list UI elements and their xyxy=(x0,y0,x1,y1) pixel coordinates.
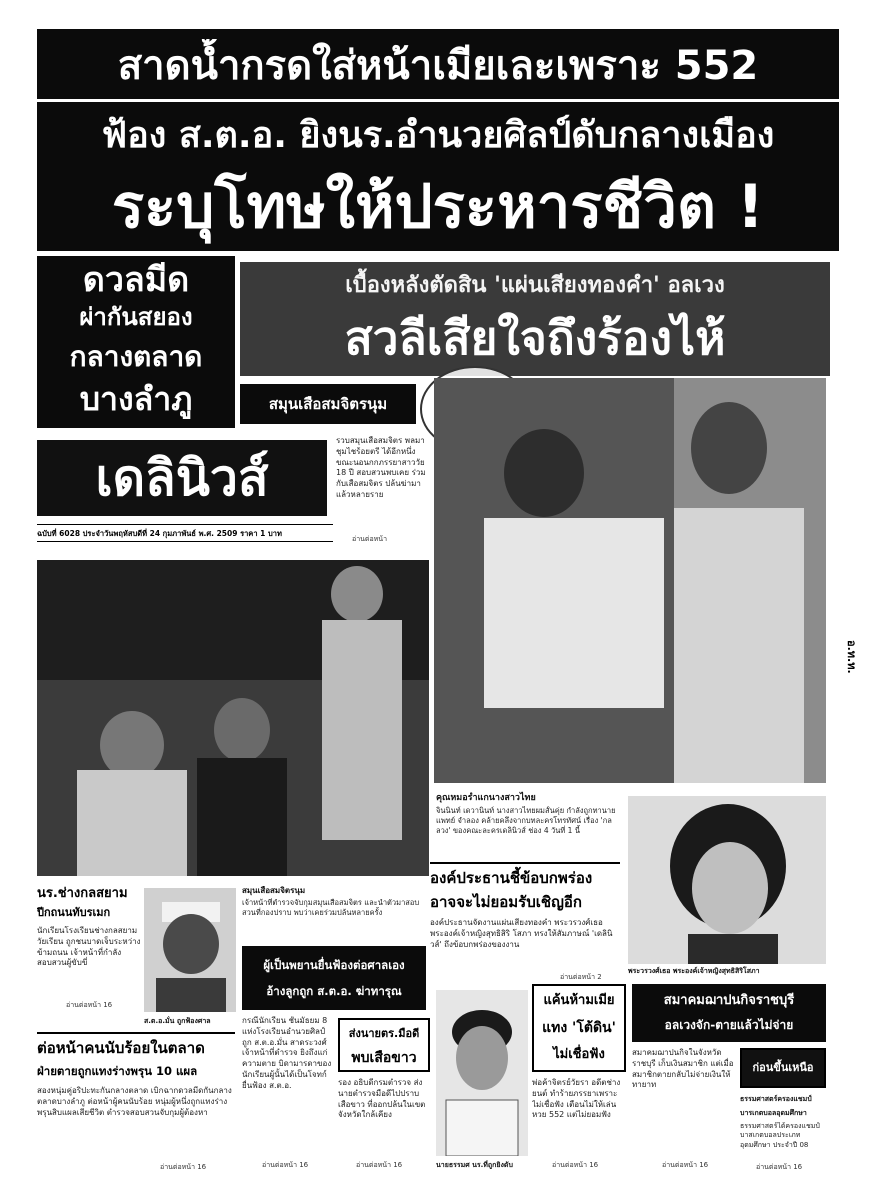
story-assoc-body: สมาคมฌาปนกิจในจังหวัดราชบุรี เก็บเงินสมาชิก แต่เมื่อสมาชิกตายกลับไม่จ่ายเงินให้ทายาท xyxy=(632,1048,734,1090)
banner-headline-2: ฟ้อง ส.ต.อ. ยิงนร.อำนวยศิลป์ดับกลางเมือง xyxy=(101,115,775,156)
photo-officer-image xyxy=(144,888,236,1012)
story-top-header xyxy=(240,262,830,376)
photo-princess-image xyxy=(628,796,826,964)
police-box xyxy=(338,1018,430,1072)
story-gang-title: สมุนเสือสมจิตรนุม xyxy=(242,886,306,895)
story-top-headline: สวลีเสียใจถึงร้องไห้ xyxy=(344,311,726,365)
story-royal-continued: อ่านต่อหน้า 2 xyxy=(560,973,602,981)
knife-fight-line-4: บางลำภู xyxy=(79,382,193,418)
banner-rule xyxy=(37,99,839,102)
story-police-body: รอง อธิบดีกรมตำรวจ ส่งนายตำรวจมือดีไปปราบเสือขาว ที่ออกปล้นในเขตจังหวัดใกล้เคียง xyxy=(338,1078,426,1120)
ad-box xyxy=(740,1048,826,1088)
story-top-continued: อ่านต่อหน้า xyxy=(352,535,387,543)
story-royal-body: องค์ประธานจัดงานแผ่นเสียงทองคำ พระวรวงศ์เธอ พระองค์เจ้าหญิงสุทธิสิริ โสภา ทรงให้สัมภาษณ์ 'เดลินิวส์' ถึงข้อบกพร่องของงาน xyxy=(430,918,613,949)
masthead-dateline: ฉบับที่ 6028 ประจำวันพฤหัสบดีที่ 24 กุมภาพันธ์ พ.ศ. 2509 ราคา 1 บาท xyxy=(37,524,333,542)
story-student-headline-2: ปีกถนนทับรเมก xyxy=(37,906,111,919)
photo-student-image xyxy=(436,990,528,1156)
banner-headline-3: ระบุโทษให้ประหารชีวิต ! xyxy=(111,172,765,242)
gang-tag xyxy=(240,384,416,424)
photo-student xyxy=(436,990,528,1156)
photo-arrest xyxy=(37,560,429,876)
caption-officer: ส.ต.อ.มั่น ถูกฟ้องศาล xyxy=(144,1017,211,1025)
witness-line-2: อ้างลูกถูก ส.ต.อ. ฆ่าทารุณ xyxy=(266,984,402,998)
ad-continued: อ่านต่อหน้า 16 xyxy=(756,1163,803,1171)
story-wife-continued: อ่านต่อหน้า 16 xyxy=(552,1161,599,1169)
story-wife-headline-1: แค้นห้ามเมีย xyxy=(543,993,615,1008)
banner-headline-1: สาดน้ำกรดใส่หน้าเมียเละเพราะ 552 xyxy=(117,43,759,89)
ad-item-1: ธรรมศาสตร์ครองแชมป์ xyxy=(740,1095,812,1103)
masthead xyxy=(37,440,327,516)
story-royal-headline-2: อาจจะไม่ยอมรับเชิญอีก xyxy=(430,893,582,911)
photo-princess xyxy=(628,796,826,964)
witness-box xyxy=(242,946,426,1010)
caption-right-body: จินนินท์ เดวานินท์ นางสาวไทยผมสั้นคุ่ย กำลังถูกทานายแพทย์ จำลอง คล้ายคลึงจากบทละครโทรทัศน์ เรื่อง 'กลลวง' ของคณะละครเดลินิวส์ ช่อง 4 วันที่ 1 นี้ xyxy=(436,806,616,836)
knife-fight-line-3: กลางตลาด xyxy=(69,342,203,373)
story-market-continued: อ่านต่อหน้า 16 xyxy=(160,1163,207,1171)
banner xyxy=(37,29,839,251)
police-line-1: ส่งนายตร.มือดี xyxy=(348,1027,420,1040)
story-market-headline-2: ฝ่ายตายถูกแทงร่างพรุน 10 แผล xyxy=(37,1064,198,1078)
side-credit: อ.ท.ท. xyxy=(845,640,858,674)
gang-tag-label: สมุนเสือสมจิตรนุม xyxy=(268,395,388,413)
story-student-body: นักเรียนโรงเรียนช่างกลสยามวัยเรียน ถูกชนบาดเจ็บระหว่างข้ามถนน เจ้าหน้าที่กำลังสอบสวนผู้ขับขี่ xyxy=(37,926,141,968)
knife-fight-box xyxy=(37,256,235,428)
story-wife-body: พ่อค้าจิตรย์วัยรา อดีตช่างยนต์ ทำร้ายภรรยาเพราะไม่เชื่อฟัง เตือนไม่ให้เล่นหวย 552 แต่ไม่ยอมฟัง xyxy=(532,1078,621,1120)
story-assoc-headline-2: อลเวงจัก-ตายแล้วไม่จ่าย xyxy=(664,1018,794,1032)
police-line-2: พบเสือขาว xyxy=(351,1050,417,1066)
story-top-kicker: เบื้องหลังตัดสิน 'แผ่นเสียงทองคำ' อลเวง xyxy=(345,273,725,298)
story-royal-headline-1: องค์ประธานชี้ข้อบกพร่อง xyxy=(430,869,593,887)
story-assoc-continued: อ่านต่อหน้า 16 xyxy=(662,1161,709,1169)
story-top-body: รวบสมุนเสือสมจิตร พลมา ชุมไชร้อยตรี ได้อีกหนึ่ง ขณะนอนกกภรรยาสาววัย 18 ปี สอบสวนพบเคย ร่วมกับเสือสมจิตร ปล้นฆ่ามาแล้วหลายราย xyxy=(336,436,426,499)
knife-fight-line-1: ดวลมีด xyxy=(82,262,190,300)
masthead-title: เดลินิวส์ xyxy=(95,449,269,507)
caption-right-title: คุณหมอรำแกนางสาวไทย xyxy=(436,793,536,803)
story-gang-body: เจ้าหน้าที่ตำรวจจับกุมสมุนเสือสมจิตร และนำตัวมาสอบสวนที่กองปราบ พบว่าเคยร่วมปล้นหลายครั้ง xyxy=(242,898,420,918)
story-court-continued: อ่านต่อหน้า 16 xyxy=(262,1161,309,1169)
story-student-headline-1: นร.ช่างกลสยาม xyxy=(37,886,128,901)
story-wife-headline-3: ไม่เชื่อฟัง xyxy=(553,1047,605,1062)
knife-fight-line-2: ผ่ากันสยอง xyxy=(79,304,193,331)
photo-actress xyxy=(434,378,826,783)
rule-royal xyxy=(430,862,620,864)
ad-item-2: บารเกตบอลอุดมศึกษา xyxy=(740,1109,807,1117)
wife-box xyxy=(532,984,626,1072)
story-court-body: กรณีนักเรียน ชั้นมัธยม 8 แห่งโรงเรียนอำนวยศิลป์ ถูก ส.ต.อ.มั่น สาดระวงศ์ เจ้าหน้าที่ตำรวจ ยิงถึงแก่ความตาย บิดามารดาของนักเรียนผู้นั้นได้เป็นโจทก์ยื่นฟ้อง ส.ต.อ. xyxy=(242,1016,332,1090)
rule-market xyxy=(37,1032,235,1034)
ad-box-title: ก่อนขึ้นเหนือ xyxy=(752,1061,814,1074)
story-assoc-headline-1: สมาคมฌาปนกิจราชบุรี xyxy=(663,993,795,1008)
story-student-continued: อ่านต่อหน้า 16 xyxy=(66,1001,113,1009)
photo-officer xyxy=(144,888,236,1012)
photo-actress-image xyxy=(434,378,826,783)
photo-arrest-image xyxy=(37,560,429,876)
caption-student: นายธรรมศ นร.ที่ถูกยิงดับ xyxy=(436,1161,513,1169)
assoc-box xyxy=(632,984,826,1042)
witness-line-1: ผู้เป็นพยานยื่นฟ้องต่อศาลเอง xyxy=(263,958,405,972)
story-wife-headline-2: แทง 'โต้ดิน' xyxy=(542,1020,616,1036)
ad-body: ธรรมศาสตร์ได้ครองแชมป์บาสเกตบอลประเภทอุดมศึกษา ประจำปี 08 xyxy=(740,1122,820,1149)
story-market-headline-1: ต่อหน้าคนนับร้อยในตลาด xyxy=(37,1039,205,1057)
caption-princess: พระวรวงศ์เธอ พระองค์เจ้าหญิงสุทธิสิริโสภา xyxy=(628,967,760,975)
story-police-continued: อ่านต่อหน้า 16 xyxy=(356,1161,403,1169)
story-market-body: สองหนุ่มคู่อริปะทะกันกลางตลาด เบิกฉากดวลมีดกันกลางตลาดบางลำภู ต่อหน้าผู้คนนับร้อย หนุ่มผู้หนึ่งถูกแทงร่างพรุนสิบแผลเสียชีวิต ตำรวจสอบสวนจับกุมผู้ต้องหา xyxy=(37,1086,232,1117)
